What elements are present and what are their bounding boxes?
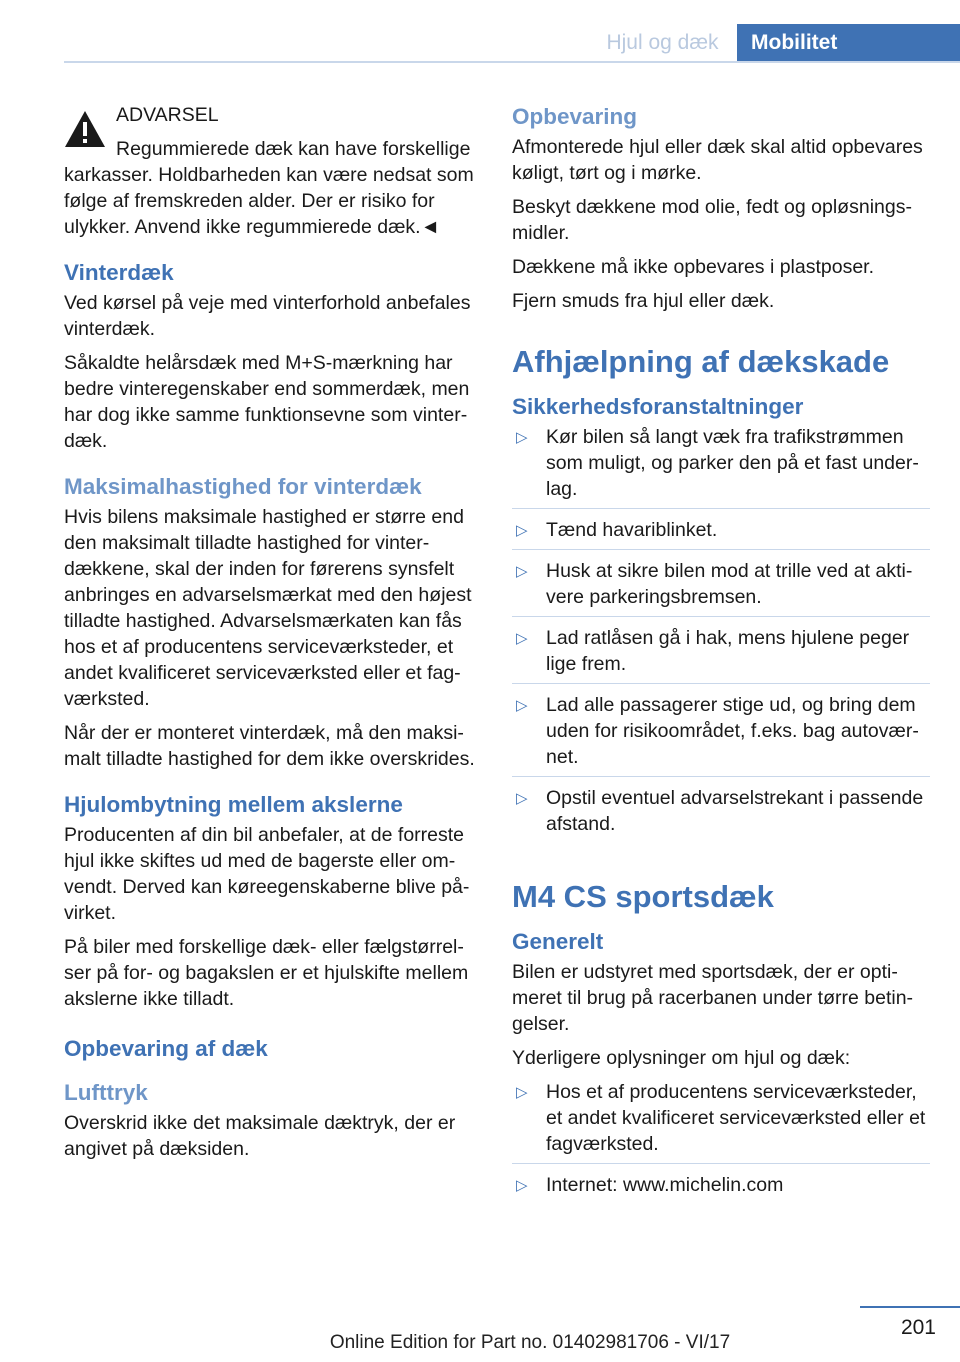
heading-damage: Afhjælpning af dækskade	[512, 344, 890, 379]
warning-text: Regummierede dæk kan have forskellige karkasser. Holdbarheden kan være nedsat som følge af fremskreden alder. Der er risiko for ulykker. Anvend ikke regummierede dæk.◄	[64, 138, 474, 238]
page-number-rule	[860, 1306, 960, 1308]
triangle-bullet-icon: ▷	[516, 522, 528, 539]
winter-p1: Ved kørsel på veje med vinterforhold anbefales vinterdæk.	[64, 292, 471, 340]
pressure-p1: Overskrid ikke det maksimale dæktryk, der er angivet på dæksiden.	[64, 1112, 456, 1160]
heading-safety: Sikkerhedsforanstaltninger	[512, 394, 804, 419]
storage2-p4: Fjern smuds fra hjul eller dæk.	[512, 290, 775, 312]
heading-winter: Vinterdæk	[64, 260, 174, 285]
list-item: ▷ Kør bilen så langt væk fra trafikstrømmen som muligt, og parker den på et fast underlag.	[512, 424, 930, 509]
list-item: ▷ Opstil eventuel advarselstrekant i passende afstand.	[516, 787, 924, 835]
winter-p2: Såkaldte helårsdæk med M+S-mærkning har bedre vinteregenskaber end sommerdæk, men har dog ikke samme funktionsevne som vinterdæk.	[64, 352, 470, 452]
list-item: ▷ Hos et af producentens serviceværksteder, et andet kvalificeret serviceværksted eller et fagværksted.	[512, 1079, 930, 1164]
right-column	[512, 102, 930, 1212]
list-item: ▷ Lad ratlåsen gå i hak, mens hjulene peger lige frem.	[512, 625, 930, 684]
heading-general: Generelt	[512, 929, 604, 954]
warning-box	[64, 102, 482, 240]
heading-maxspeed: Maksimalhastighed for vinterdæk	[64, 474, 422, 499]
page-number: 201	[900, 1316, 936, 1339]
triangle-bullet-icon: ▷	[516, 563, 528, 580]
header-rule	[64, 61, 960, 63]
swap-p2: På biler med forskellige dæk- eller fælgstørrelser på for- og bagakslen er et hjulskifte mellem akslerne ikke tilladt.	[64, 936, 469, 1010]
list-item: ▷ Husk at sikre bilen mod at trille ved at aktivere parkeringsbremsen.	[512, 558, 930, 617]
m4-p1: Bilen er udstyret med sportsdæk, der er optimeret til brug på racerbanen under tørre betingelser.	[512, 961, 914, 1035]
triangle-bullet-icon: ▷	[516, 790, 528, 807]
footer-edition: Online Edition for Part no. 01402981706 - VI/17	[329, 1332, 731, 1353]
list-item: ▷ Internet: www.michelin.com	[512, 1172, 930, 1204]
storage2-p1: Afmonterede hjul eller dæk skal altid opbevares køligt, tørt og i mørke.	[512, 136, 923, 184]
triangle-bullet-icon: ▷	[516, 630, 528, 647]
m4-p2: Yderligere oplysninger om hjul og dæk:	[512, 1047, 851, 1069]
triangle-bullet-icon: ▷	[516, 429, 528, 446]
info-list	[512, 1079, 930, 1204]
tab-mobilitet[interactable]: Mobilitet	[737, 24, 960, 62]
swap-p1: Producenten af din bil anbefaler, at de forreste hjul ikke skiftes ud med de bagerste eller omvendt. Derved kan køreegenskaberne blive påvirket.	[64, 824, 470, 924]
maxspeed-p2: Når der er monteret vinterdæk, må den maksimalt tilladte hastighed for dem ikke overskrides.	[64, 722, 475, 770]
safety-list	[512, 424, 930, 843]
heading-storage2: Opbevaring	[512, 104, 638, 129]
list-item: ▷ Tænd havariblinket.	[512, 517, 930, 550]
maxspeed-p1: Hvis bilens maksimale hastighed er større end den maksimalt tilladte hastighed for vinterdækkene, skal der inden for førerens synsfelt anbringes en advarselsmærkat med den højest tilladte hastighed. Advarselsmærkaten kan fås hos et af producentens serviceværksteder, et andet kvalificeret serviceværksted eller et fagværksted.	[64, 506, 472, 710]
heading-storage: Opbevaring af dæk	[64, 1036, 268, 1061]
triangle-bullet-icon: ▷	[516, 697, 528, 714]
left-column	[64, 102, 482, 1170]
storage2-p2: Beskyt dækkene mod olie, fedt og opløsningsmidler.	[512, 196, 912, 244]
list-item: ▷ Lad alle passagerer stige ud, og bring dem uden for risikoområdet, f.eks. bag autoværnet.	[512, 692, 930, 777]
warning-triangle-icon	[64, 110, 106, 148]
triangle-bullet-icon: ▷	[516, 1177, 528, 1194]
storage2-p3: Dækkene må ikke opbevares i plastposer.	[512, 256, 875, 278]
warning-title: ADVARSEL	[116, 104, 219, 126]
heading-swap: Hjulombytning mellem akslerne	[64, 792, 403, 817]
heading-m4: M4 CS sportsdæk	[512, 879, 774, 914]
triangle-bullet-icon: ▷	[516, 1084, 528, 1101]
tab-hjul-og-daek[interactable]: Hjul og dæk	[606, 31, 719, 54]
heading-pressure: Lufttryk	[64, 1080, 148, 1105]
